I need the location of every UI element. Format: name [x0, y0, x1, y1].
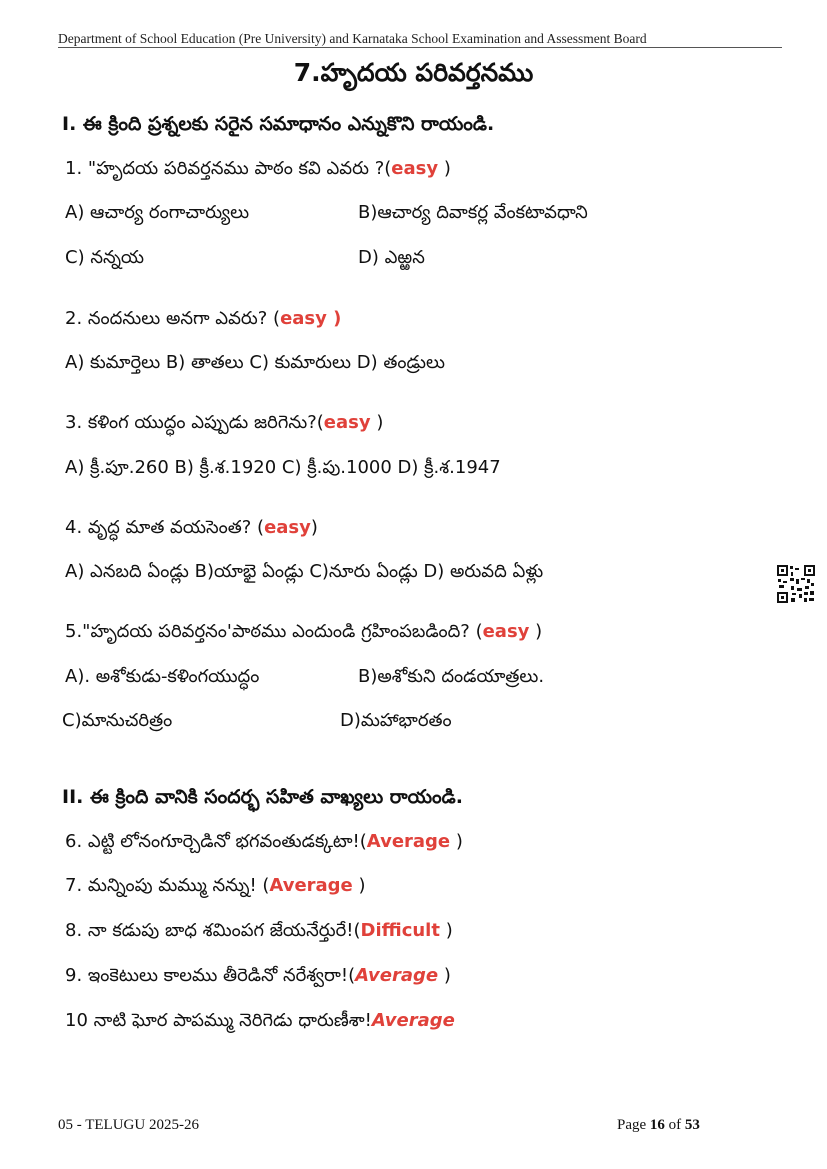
question-5-option-d: D)మహాభారతం: [340, 710, 452, 731]
question-3: 3. కళింగ యుద్ధం ఎప్పుడు జరిగెను?(easy ): [65, 412, 384, 433]
section-2-heading: II. ఈ క్రింది వానికి సందర్భ సహిత వాఖ్యలు రాయండి.: [62, 786, 463, 808]
question-6: 6. ఎట్టి లోనంగూర్చెడినో భగవంతుడక్కటా!(Average ): [65, 831, 463, 852]
question-7: 7. మన్నింపు మమ్ము నన్ను! (Average ): [65, 875, 366, 896]
difficulty-label: easy: [323, 412, 371, 433]
question-4-options: A) ఎనబది ఏండ్లు B)యాభై ఏండ్లు C)నూరు ఏండ్లు D) అరువది ఏళ్లు: [65, 561, 544, 582]
section-1-heading: I. ఈ క్రింది ప్రశ్నలకు సరైన సమాధానం ఎన్నుకొని రాయండి.: [62, 113, 495, 135]
question-9: 9. ఇంకెటులు కాలము తీరెడినో నరేశ్వరా!(Average ): [65, 965, 451, 986]
difficulty-label: easy ): [280, 308, 342, 329]
question-10: 10 నాటి ఘోర పాపమ్ము నెరిగెడు ధారుణీశా!Average: [65, 1010, 455, 1031]
difficulty-label: Average: [366, 831, 451, 852]
difficulty-label: Average: [269, 875, 353, 896]
question-1-option-b: B)ఆచార్య దివాకర్ల వేంకటావధాని: [358, 202, 588, 223]
difficulty-label: Average: [355, 965, 439, 986]
question-8: 8. నా కడుపు బాధ శమింపగ జేయనేర్తురే!(Difficult ): [65, 920, 453, 941]
question-1-option-a: A) ఆచార్య రంగాచార్యులు: [65, 202, 250, 223]
page-header: Department of School Education (Pre University) and Karnataka School Examination and Assessment Board: [58, 31, 647, 46]
page-number: Page 16 of 53: [617, 1117, 700, 1133]
question-1: 1. "హృదయ పరివర్తనము పాఠం కవి ఎవరు ?(easy ): [65, 158, 451, 179]
page-title: 7.హృదయ పరివర్తనము: [293, 58, 534, 87]
difficulty-label: Average: [371, 1010, 455, 1031]
qr-code: [776, 564, 816, 604]
question-1-option-c: C) నన్నయ: [65, 247, 145, 268]
difficulty-label: easy: [391, 158, 439, 179]
question-5-option-b: B)అశోకుని దండయాత్రలు.: [358, 666, 545, 687]
question-2: 2. నందనులు అనగా ఎవరు? (easy ): [65, 308, 342, 329]
question-4: 4. వృద్ధ మాత వయసెంత? (easy): [65, 517, 318, 538]
question-1-option-d: D) ఎఱ్ఱన: [358, 247, 425, 268]
difficulty-label: Difficult: [360, 920, 440, 941]
question-5-option-c: C)మానుచరిత్రం: [62, 710, 173, 731]
question-2-options: A) కుమార్తెలు B) తాతలు C) కుమారులు D) తండ్రులు: [65, 352, 446, 373]
difficulty-label: easy: [482, 621, 530, 642]
question-5-option-a: A). అశోకుడు-కళింగయుద్ధం: [65, 666, 260, 687]
difficulty-label: easy: [264, 517, 311, 538]
question-5: 5."హృదయ పరివర్తనం'పాఠము ఎందుండి గ్రహింపబడింది? (easy ): [65, 621, 543, 642]
header-divider: [58, 47, 782, 48]
question-3-options: A) క్రీ.పూ.260 B) క్రీ.శ.1920 C) క్రీ.పు.1000 D) క్రీ.శ.1947: [65, 457, 501, 478]
footer-subject: 05 - TELUGU 2025-26: [58, 1117, 199, 1133]
